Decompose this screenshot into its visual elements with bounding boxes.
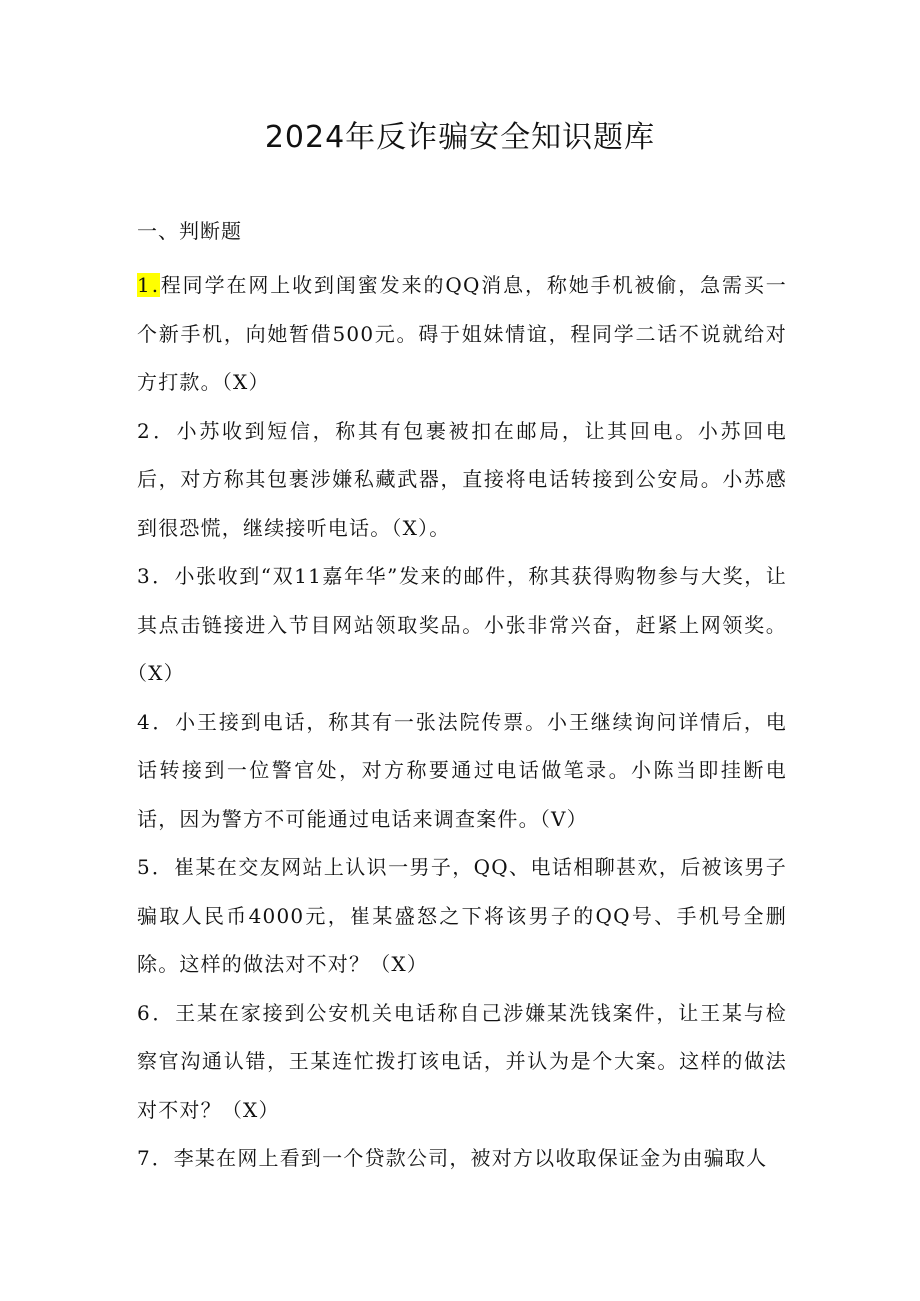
question-text: 李某在网上看到一个贷款公司，被对方以收取保证金为由骗取人: [173, 1146, 768, 1170]
question-item-6: [137, 989, 787, 1135]
question-number: 7．: [137, 1146, 174, 1170]
question-item-1: [137, 261, 787, 407]
question-text: 小王接到电话，称其有一张法院传票。小王继续询问详情后，电话转接到一位警官处，对方称要通过电话做笔录。小陈当即挂断电话，因为警方不可能通过电话来调查案件。: [137, 709, 787, 831]
question-item-5: [137, 843, 787, 989]
question-item-3: [137, 552, 787, 698]
question-answer: （X）: [221, 1097, 280, 1122]
question-answer: （X）: [137, 661, 185, 685]
question-number: 3．: [137, 564, 175, 588]
question-list: [137, 261, 787, 1183]
question-text: 小苏收到短信，称其有包裹被扣在邮局，让其回电。小苏回电后，对方称其包裹涉嫌私藏武器，直接将电话转接到公安局。小苏感到很恐慌，继续接听电话。: [137, 418, 787, 540]
document-title: 2024年反诈骗安全知识题库: [264, 120, 656, 155]
question-answer: （X）: [221, 370, 270, 394]
question-number: 1.: [137, 273, 161, 297]
question-answer: （X）。: [391, 515, 451, 540]
section-heading: 一、判断题: [137, 219, 242, 243]
question-item-2: [137, 407, 787, 553]
question-text: 程同学在网上收到闺蜜发来的QQ消息，称她手机被偷，急需买一个新手机，向她暂借500元。碍于姐妹情谊，程同学二话不说就给对方打款。: [137, 273, 787, 394]
question-number: 6．: [137, 1000, 176, 1025]
question-text: 王某在家接到公安机关电话称自己涉嫌某洗钱案件，让王某与检察官沟通认错，王某连忙拨打该电话，并认为是个大案。这样的做法对不对？: [137, 1000, 787, 1122]
question-item-7: [137, 1134, 787, 1183]
question-text: 小张收到“双11嘉年华”发来的邮件，称其获得购物参与大奖，让其点击链接进入节目网站领取奖品。小张非常兴奋，赶紧上网领奖。: [137, 564, 787, 637]
question-number: 2．: [137, 418, 177, 443]
question-text: 崔某在交友网站上认识一男子，QQ、电话相聊甚欢，后被该男子骗取人民币4000元，崔某盛怒之下将该男子的QQ号、手机号全删除。这样的做法对不对？: [137, 855, 787, 976]
question-number: 4．: [137, 709, 176, 734]
question-item-4: [137, 698, 787, 844]
question-number: 5．: [137, 855, 175, 879]
question-answer: （X）: [370, 952, 429, 976]
question-answer: （V）: [539, 806, 588, 831]
